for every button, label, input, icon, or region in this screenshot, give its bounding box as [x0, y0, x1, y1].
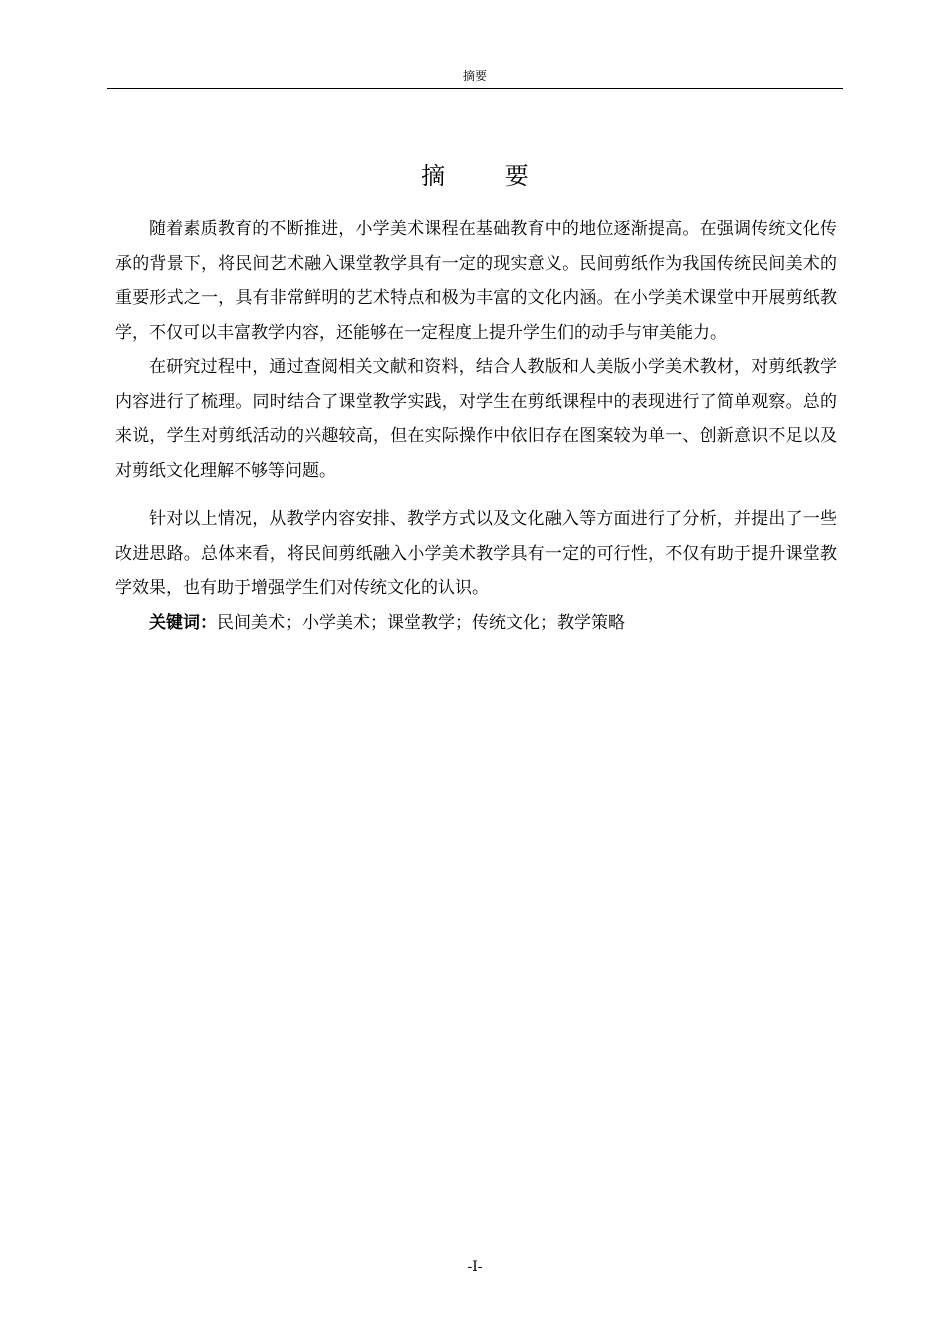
abstract-title: 摘 要: [421, 162, 555, 190]
abstract-paragraph-3: 针对以上情况，从教学内容安排、教学方式以及文化融入等方面进行了分析，并提出了一些改进思路。总体来看，将民间剪纸融入小学美术教学具有一定的可行性，不仅有助于提升课堂教学效果，也有助于增强学生们对传统文化的认识。: [115, 509, 837, 598]
abstract-paragraph-1: 随着素质教育的不断推进，小学美术课程在基础教育中的地位逐渐提高。在强调传统文化传承的背景下，将民间艺术融入课堂教学具有一定的现实意义。民间剪纸作为我国传统民间美术的重要形式之一，具有非常鲜明的艺术特点和极为丰富的文化内涵。在小学美术课堂中开展剪纸教学，不仅可以丰富教学内容，还能够在一定程度上提升学生们的动手与审美能力。: [115, 219, 837, 343]
keywords-line: [115, 606, 837, 641]
page-number: -I-: [467, 1259, 483, 1275]
keywords-label: 关键词：: [149, 612, 217, 633]
keywords-list: 民间美术；小学美术；课堂教学；传统文化；教学策略: [217, 612, 625, 633]
header-divider: [107, 88, 843, 89]
abstract-body: [115, 212, 837, 640]
running-header: 摘要: [462, 69, 487, 83]
abstract-paragraph-2: 在研究过程中，通过查阅相关文献和资料，结合人教版和人美版小学美术教材，对剪纸教学内容进行了梳理。同时结合了课堂教学实践，对学生在剪纸课程中的表现进行了简单观察。总的来说，学生对剪纸活动的兴趣较高，但在实际操作中依旧存在图案较为单一、创新意识不足以及对剪纸文化理解不够等问题。: [115, 357, 837, 481]
